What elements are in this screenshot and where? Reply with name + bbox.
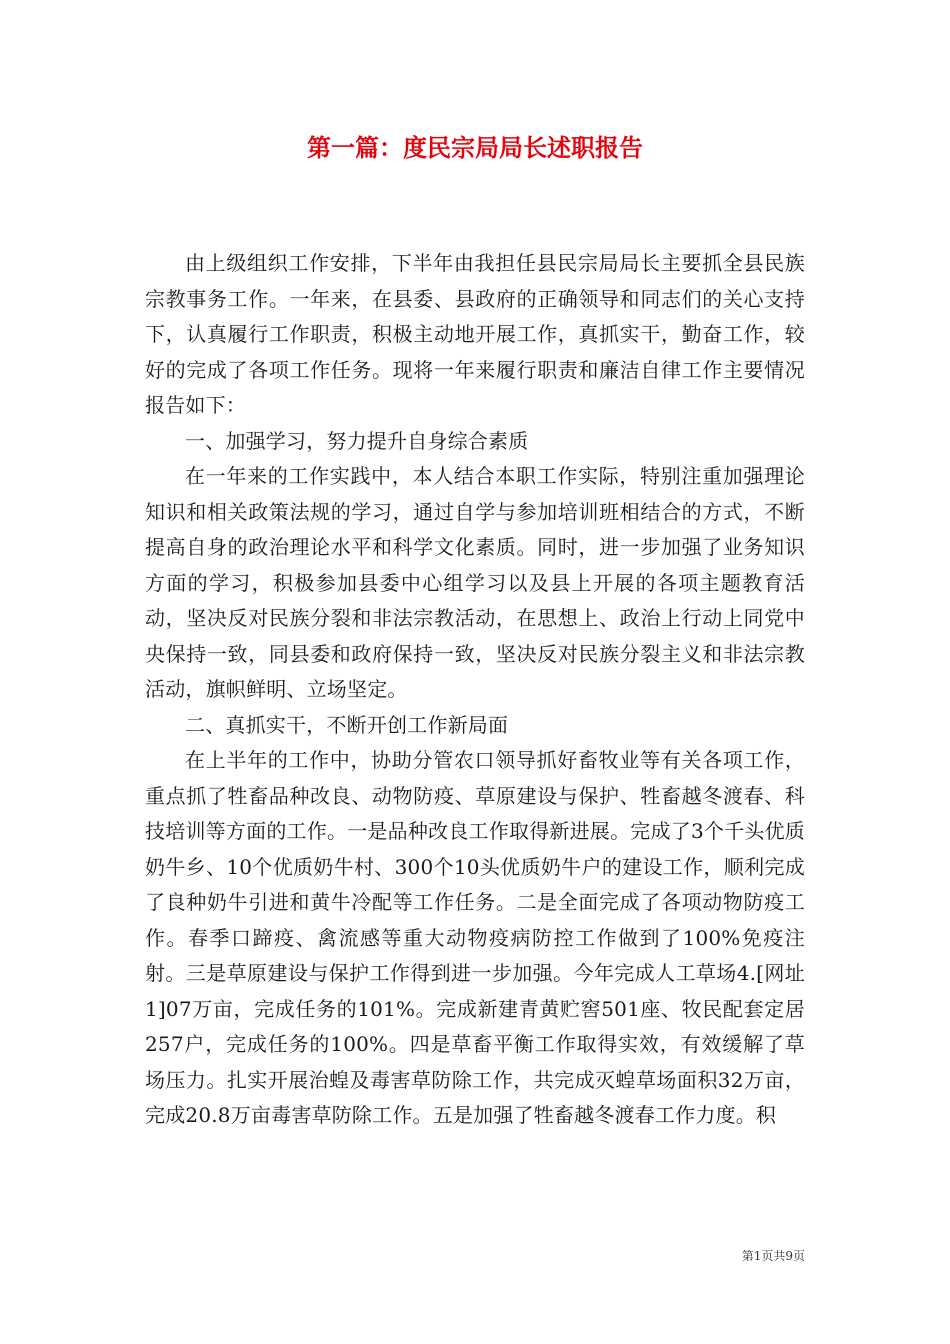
paragraph-intro: 由上级组织工作安排，下半年由我担任县民宗局局长主要抓全县民族宗教事务工作。一年来，在县委、县政府的正确领导和同志们的关心支持下，认真履行工作职责，积极主动地开展工作，真抓实干，勤奋工作，较好的完成了各项工作任务。现将一年来履行职责和廉洁自律工作主要情况报告如下： xyxy=(145,251,805,417)
paragraph-study: 在一年来的工作实践中，本人结合本职工作实际，特别注重加强理论知识和相关政策法规的学习，通过自学与参加培训班相结合的方式，不断提高自身的政治理论水平和科学文化素质。同时，进一步加强了业务知识方面的学习，积极参加县委中心组学习以及县上开展的各项主题教育活动，坚决反对民族分裂和非法宗教活动，在思想上、政治上行动上同党中央保持一致，同县委和政府保持一致，坚决反对民族分裂主义和非法宗教活动，旗帜鲜明、立场坚定。 xyxy=(145,464,805,701)
page-number: 第1页共9页 xyxy=(741,1249,805,1263)
section-heading-2: 二、真抓实干，不断开创工作新局面 xyxy=(185,712,509,737)
document-title: 第一篇：度民宗局局长述职报告 xyxy=(307,134,643,162)
section-heading-1: 一、加强学习，努力提升自身综合素质 xyxy=(185,428,529,453)
paragraph-work: 在上半年的工作中，协助分管农口领导抓好畜牧业等有关各项工作，重点抓了牲畜品种改良、动物防疫、草原建设与保护、牲畜越冬渡春、科技培训等方面的工作。一是品种改良工作取得新进展。完成了3个千头优质奶牛乡、10个优质奶牛村、300个10头优质奶牛户的建设工作，顺利完成了良种奶牛引进和黄牛冷配等工作任务。二是全面完成了各项动物防疫工作。春季口蹄疫、禽流感等重大动物疫病防控工作做到了100%免疫注射。三是草原建设与保护工作得到进一步加强。今年完成人工草场4.[网址1]07万亩，完成任务的101%。完成新建青黄贮窖501座、牧民配套定居257户，完成任务的100%。四是草畜平衡工作取得实效，有效缓解了草场压力。扎实开展治蝗及毒害草防除工作，共完成灭蝗草场面积32万亩，完成20.8万亩毒害草防除工作。五是加强了牲畜越冬渡春工作力度。积 xyxy=(145,748,805,1127)
document-body xyxy=(145,246,805,1134)
